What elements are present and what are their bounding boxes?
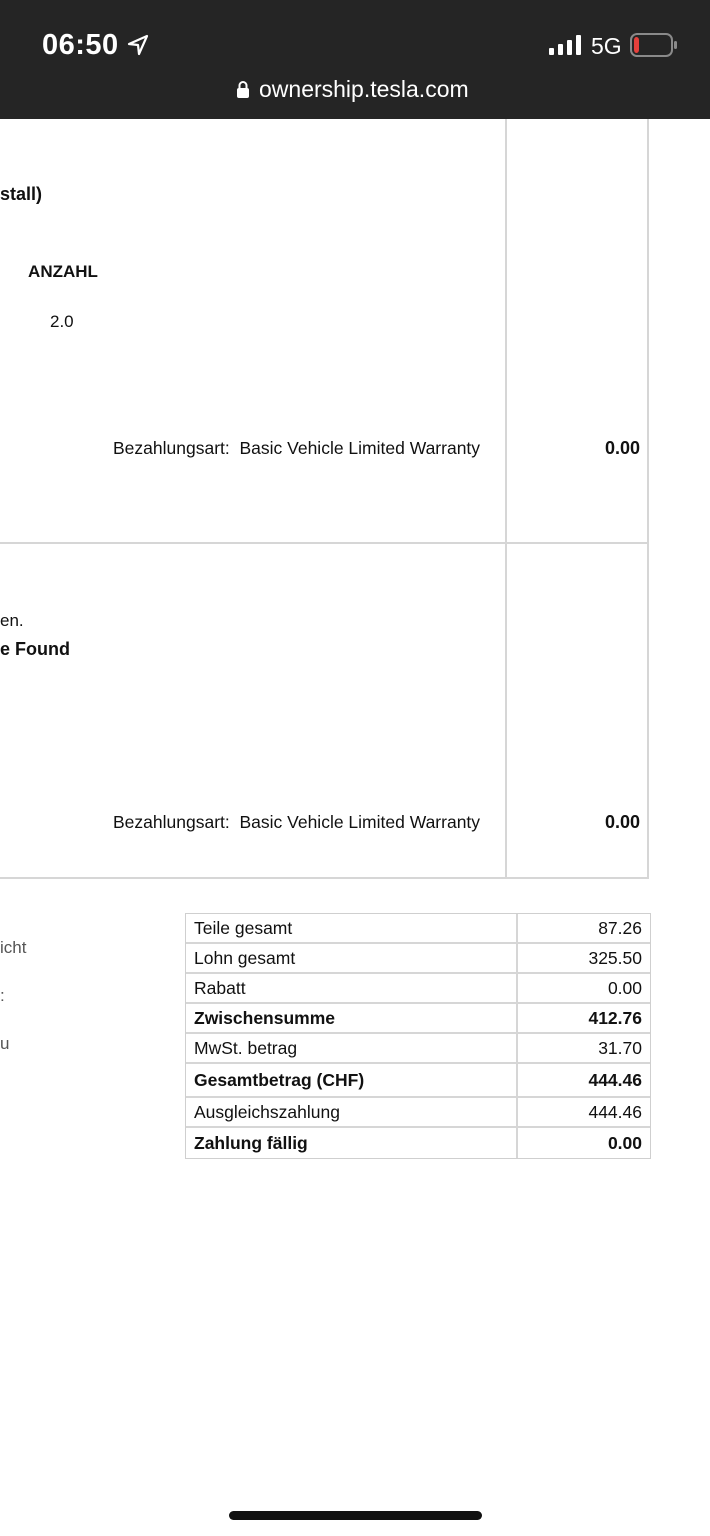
payment-label: Bezahlungsart: [113,812,230,832]
payment-label: Bezahlungsart: [113,438,230,458]
totals-row-subtotal [186,1004,650,1034]
home-indicator[interactable] [229,1511,482,1520]
totals-value: 325.50 [518,944,650,974]
column-divider [647,119,649,879]
totals-label: Zwischensumme [186,1004,518,1034]
totals-label: Teile gesamt [186,914,518,944]
totals-value: 444.46 [518,1064,650,1098]
totals-row [186,1034,650,1064]
address-bar-url[interactable]: ownership.tesla.com [259,76,469,102]
status-time: 06:50 [42,29,119,61]
totals-label: Gesamtbetrag (CHF) [186,1064,518,1098]
status-and-address-bar [0,0,710,119]
column-divider [505,119,507,879]
totals-value: 31.70 [518,1034,650,1064]
totals-row [186,944,650,974]
totals-label: Rabatt [186,974,518,1004]
battery-low-icon [630,33,678,57]
totals-value: 0.00 [518,974,650,1004]
totals-row-grand-total [186,1064,650,1098]
note-fragment: u [0,1034,10,1053]
row-divider [0,542,649,544]
totals-row [186,1098,650,1128]
note-fragment: : [0,986,5,1005]
totals-value: 0.00 [607,1132,642,1153]
totals-value: 87.26 [518,914,650,944]
lock-icon [236,80,250,98]
job-amount: 0.00 [604,438,640,458]
totals-row-amount-due [186,1128,650,1158]
invoice-document [0,119,710,1536]
cellular-signal-icon [549,35,582,55]
job-amount: 0.00 [604,812,640,832]
payment-type-line [113,438,480,459]
payment-type: Basic Vehicle Limited Warranty [239,812,481,832]
job-text-fragment: en. [0,611,24,630]
totals-label: Lohn gesamt [186,944,518,974]
location-arrow-icon [127,34,149,56]
note-fragment: icht [0,938,27,957]
job-title-fragment: stall) [0,184,43,204]
job-title-fragment: e Found [0,639,70,659]
totals-value: 412.76 [518,1004,650,1034]
quantity-value: 2.0 [50,312,74,331]
network-type: 5G [591,33,622,59]
payment-type: Basic Vehicle Limited Warranty [239,438,481,458]
totals-label: Zahlung fällig [186,1128,518,1158]
totals-label: Ausgleichszahlung [186,1098,518,1128]
totals-table [185,913,651,1159]
row-divider [0,877,649,879]
totals-row [186,914,650,944]
totals-value: 444.46 [518,1098,650,1128]
payment-type-line [113,812,480,833]
totals-label: MwSt. betrag [186,1034,518,1064]
quantity-column-header: ANZAHL [28,262,98,281]
totals-row [186,974,650,1004]
